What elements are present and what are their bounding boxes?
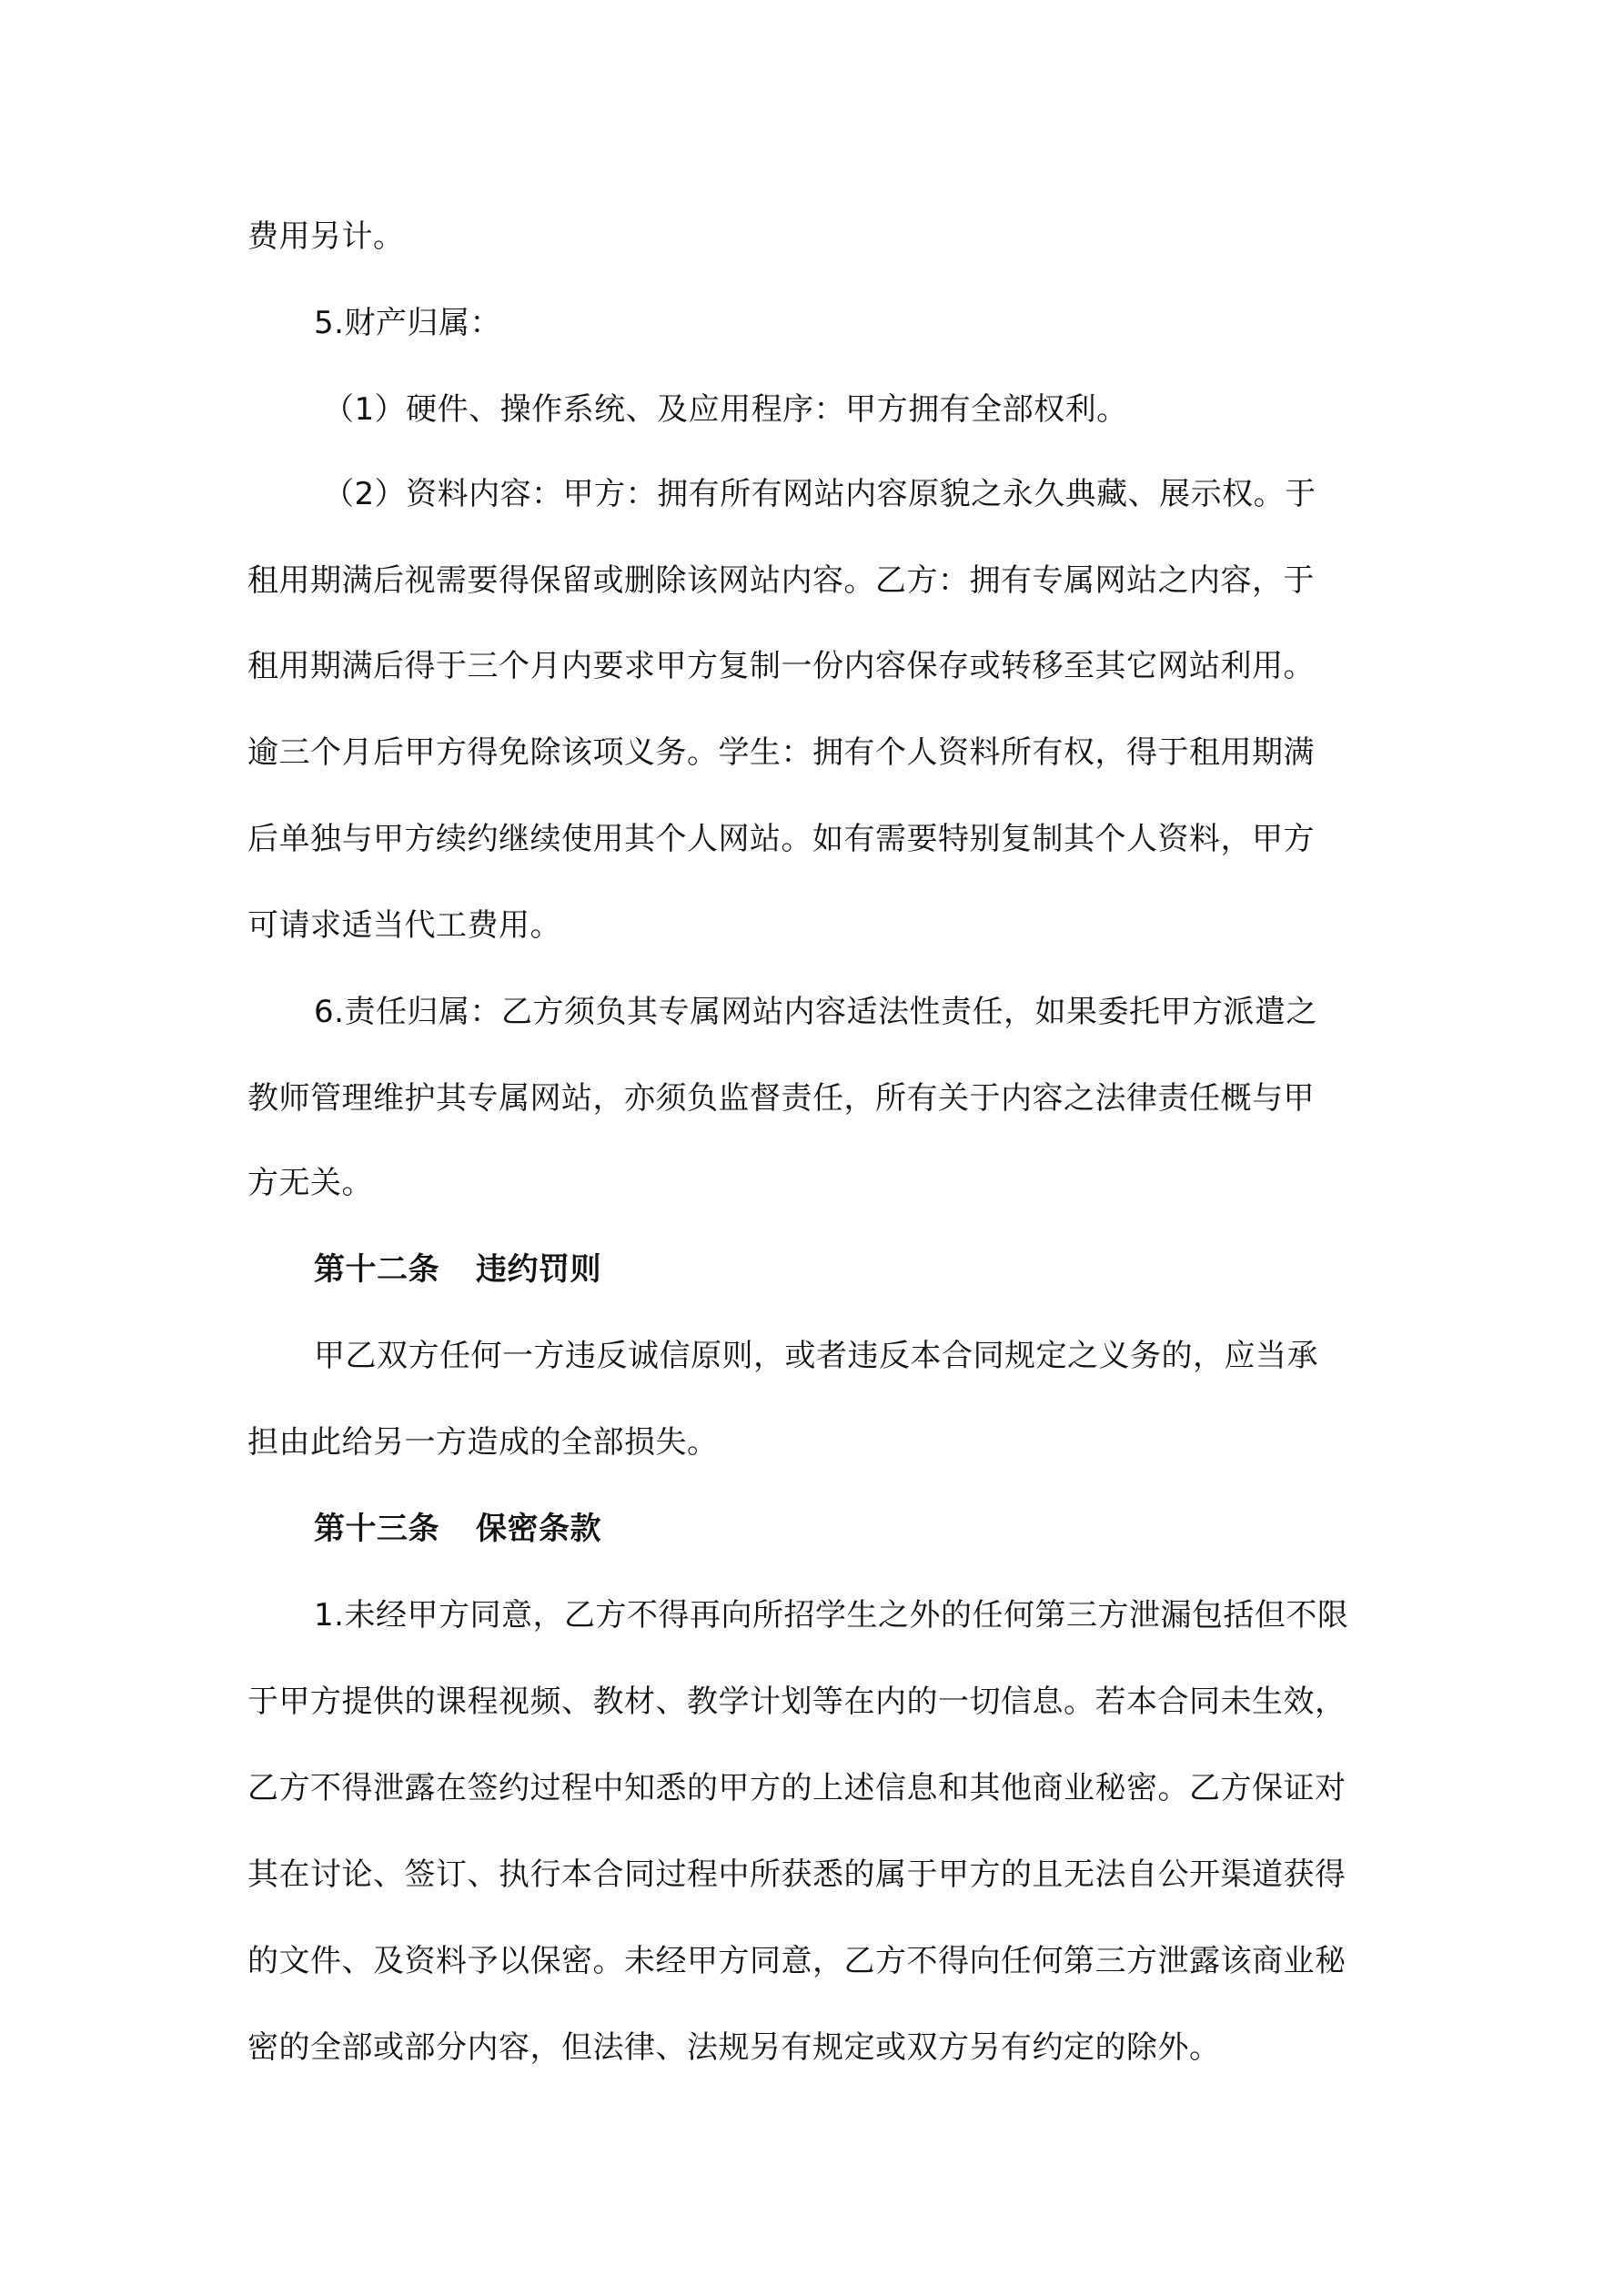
paragraph-line: 费用另计。 bbox=[247, 218, 405, 255]
paragraph-line: 后单独与甲方续约继续使用其个人网站。如有需要特别复制其个人资料，甲方 bbox=[247, 821, 1315, 857]
list-item: （1）硬件、操作系统、及应用程序：甲方拥有全部权利。 bbox=[323, 391, 1128, 428]
paragraph-line: 租用期满后得于三个月内要求甲方复制一份内容保存或转移至其它网站利用。 bbox=[247, 648, 1315, 684]
article-title: 违约罚则 bbox=[476, 1251, 601, 1288]
paragraph-line: 可请求适当代工费用。 bbox=[247, 907, 561, 944]
paragraph-line: 租用期满后视需要得保留或删除该网站内容。乙方：拥有专属网站之内容，于 bbox=[247, 562, 1315, 599]
paragraph-line: 甲乙双方任何一方违反诚信原则，或者违反本合同规定之义务的，应当承 bbox=[314, 1338, 1318, 1374]
article-heading-12 bbox=[314, 1249, 601, 1290]
paragraph-line: 逾三个月后甲方得免除该项义务。学生：拥有个人资料所有权，得于租用期满 bbox=[247, 734, 1315, 771]
paragraph-line: 其在讨论、签订、执行本合同过程中所获悉的属于甲方的且无法自公开渠道获得 bbox=[247, 1856, 1347, 1893]
article-number: 第十二条 bbox=[314, 1251, 439, 1288]
paragraph-line: 密的全部或部分内容，但法律、法规另有规定或双方另有约定的除外。 bbox=[247, 2029, 1221, 2066]
article-heading-13 bbox=[314, 1509, 601, 1549]
paragraph-line: 担由此给另一方造成的全部损失。 bbox=[247, 1424, 719, 1461]
paragraph-line: 的文件、及资料予以保密。未经甲方同意，乙方不得向任何第三方泄露该商业秘 bbox=[247, 1943, 1347, 1979]
paragraph-line: 方无关。 bbox=[247, 1165, 373, 1201]
list-item: （2）资料内容：甲方：拥有所有网站内容原貌之永久典藏、展示权。于 bbox=[323, 476, 1316, 512]
paragraph-line: 乙方不得泄露在签约过程中知悉的甲方的上述信息和其他商业秘密。乙方保证对 bbox=[247, 1770, 1347, 1806]
paragraph-line: 1.未经甲方同意，乙方不得再向所招学生之外的任何第三方泄漏包括但不限 bbox=[314, 1597, 1349, 1633]
paragraph-line: 于甲方提供的课程视频、教材、教学计划等在内的一切信息。若本合同未生效， bbox=[247, 1684, 1347, 1720]
section-paragraph-responsibility: 6.责任归属：乙方须负其专属网站内容适法性责任，如果委托甲方派遣之 bbox=[314, 994, 1317, 1030]
article-number: 第十三条 bbox=[314, 1511, 439, 1547]
article-title: 保密条款 bbox=[476, 1511, 601, 1547]
paragraph-line: 教师管理维护其专属网站，亦须负监督责任，所有关于内容之法律责任概与甲 bbox=[247, 1080, 1315, 1117]
section-heading-property: 5.财产归属： bbox=[314, 305, 501, 341]
